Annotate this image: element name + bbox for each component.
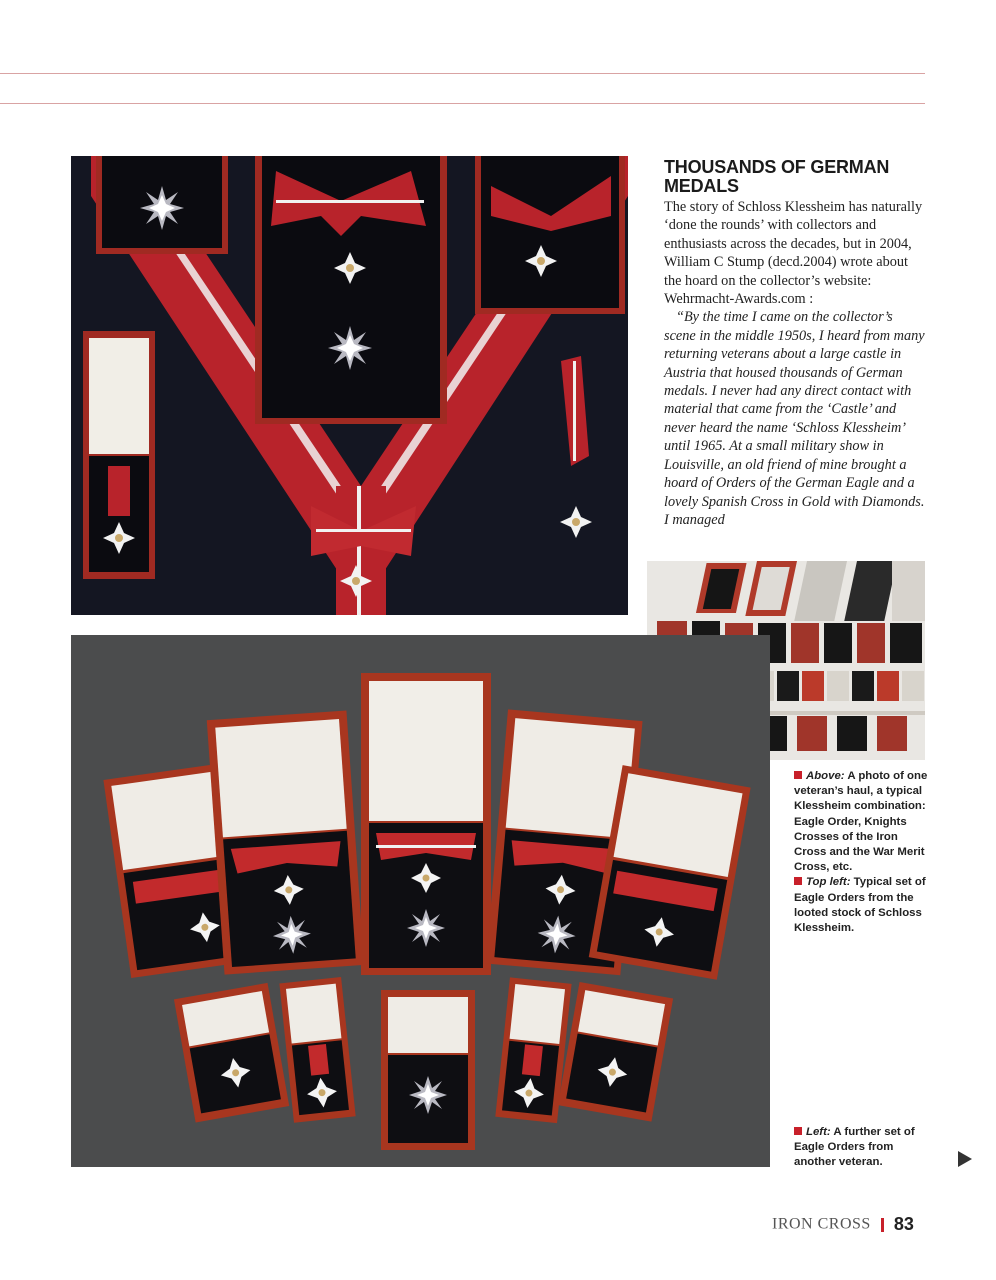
continue-arrow-icon	[958, 1151, 972, 1167]
photo-further-eagle-orders	[71, 635, 770, 1167]
caption-above	[794, 769, 929, 875]
caption-text: Typical set of Eagle Orders from the looted stock of Schloss Klessheim.	[794, 876, 926, 935]
caption-bullet	[794, 771, 802, 779]
article-paragraph-intro: The story of Schloss Klessheim has naturally ‘done the rounds’ with collectors and enthusiasts across the decades, but in 2004, William C Stump (decd.2004) wrote about the hoard on the collector’s website: Wehrmacht-Awards.com :	[664, 199, 923, 308]
page-number: 83	[893, 1214, 914, 1234]
caption-block-upper	[794, 769, 929, 936]
header-rule-bottom	[0, 103, 925, 104]
caption-text: A further set of Eagle Orders from another veteran.	[794, 1126, 915, 1169]
header-rule-top	[0, 73, 925, 74]
article-paragraph-quote: “By the time I came on the collector’s scene in the middle 1950s, I heard from many returning veterans about a large castle in Austria that housed thousands of German medals. I never had any direct contact with material that came from the ‘Castle’ and never heard the name ‘Schloss Klessheim’ until 1965. At a small military show in Louisville, an old friend of mine brought a hoard of Orders of the German Eagle and a lovely Spanish Cross in Gold with Diamonds. I managed	[664, 309, 925, 528]
caption-bullet	[794, 1127, 802, 1135]
footer-separator	[881, 1218, 884, 1232]
caption-top-left	[794, 875, 929, 936]
page-footer	[772, 1214, 914, 1235]
photo-eagle-orders-set	[71, 156, 628, 615]
caption-label: Left:	[806, 1126, 831, 1138]
article-heading: THOUSANDS OF GERMAN MEDALS	[664, 157, 890, 196]
caption-bullet	[794, 877, 802, 885]
caption-text: A photo of one veteran’s haul, a typical Klessheim combination: Eagle Order, Knights Crosses of the Iron Cross and the War Merit Cross, etc.	[794, 770, 928, 874]
article-column	[664, 158, 926, 529]
caption-block-lower	[794, 1125, 929, 1171]
caption-label: Above:	[806, 770, 845, 782]
caption-left	[794, 1125, 929, 1171]
magazine-name: IRON CROSS	[772, 1215, 871, 1233]
caption-label: Top left:	[806, 876, 851, 889]
